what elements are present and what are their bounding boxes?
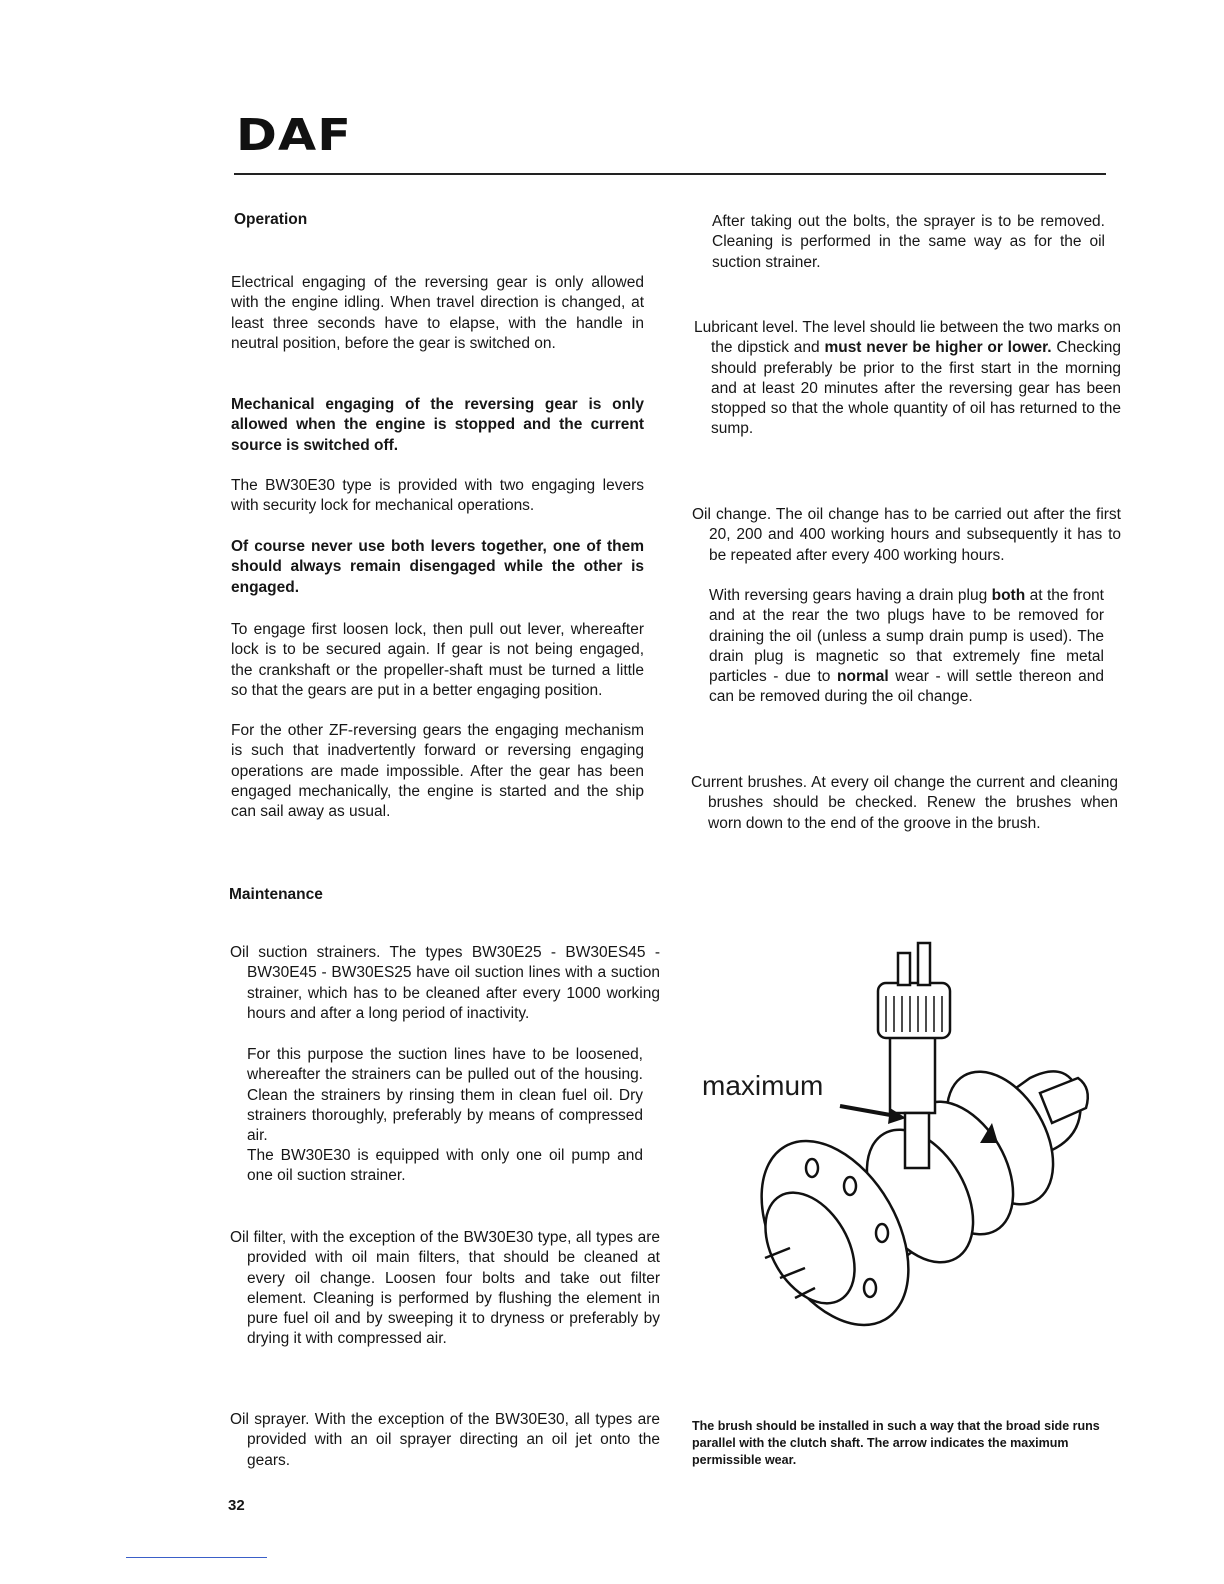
maintenance-heading: Maintenance xyxy=(229,886,323,903)
operation-paragraph-levers: The BW30E30 type is provided with two engaging levers with security lock for mechanical operations. xyxy=(231,477,644,515)
oil-change-paragraph: Oil change. The oil change has to be carried out after the first 20, 200 and 400 working hours and subsequently it has to be repeated after every 400 working hours. xyxy=(692,506,1121,564)
maintenance-oil-sprayer: Oil sprayer. With the exception of the BW30E30, all types are provided with an oil sprayer directing an oil jet onto the gears. xyxy=(230,1411,660,1469)
lubricant-text-bold: must never be higher or lower. xyxy=(824,339,1052,357)
brush-clutch-figure xyxy=(700,928,1100,1338)
header-rule xyxy=(234,173,1106,175)
maintenance-bw30e30-pump: The BW30E30 is equipped with only one oil pump and one oil suction strainer. xyxy=(247,1147,643,1185)
maintenance-suction-strainers: Oil suction strainers. The types BW30E25 - BW30ES45 - BW30E45 - BW30ES25 have oil suction lines with a suction strainer, which has to be cleaned after every 1000 working hours and after a long period of inactivity. xyxy=(230,944,660,1022)
operation-paragraph-electrical: Electrical engaging of the reversing gear is only allowed with the engine idling. When travel direction is changed, at least three seconds have to elapse, with the handle in neutral position, before the gear is switched on. xyxy=(231,274,644,352)
lubricant-level-paragraph xyxy=(694,318,1121,440)
operation-paragraph-zf-gears: For the other ZF-reversing gears the engaging mechanism is such that inadvertently forward or reversing engaging operations are made impossible. After the gear has been engaged mechanically, the engine is started and the ship can sail away as usual. xyxy=(231,722,644,821)
oil-change-drain-plugs xyxy=(692,586,1104,708)
figure-caption: The brush should be installed in such a way that the broad side runs parallel with the clutch shaft. The arrow indicates the maximum permissible wear. xyxy=(692,1419,1100,1467)
operation-heading: Operation xyxy=(234,211,308,228)
oil-text-3: wear - will settle thereon and can be removed during the oil change. xyxy=(709,668,1104,706)
lubricant-text-1: Lubricant level. The level should lie between the two marks on the dipstick and xyxy=(694,319,1121,357)
figure-label-maximum: maximum xyxy=(702,1070,824,1101)
maintenance-suction-procedure: For this purpose the suction lines have to be loosened, whereafter the strainers can be pulled out of the housing. Clean the strainers by rinsing them in clean fuel oil. Dry strainers thoroughly, preferably by means of compressed air. xyxy=(247,1046,643,1145)
sprayer-continued: After taking out the bolts, the sprayer is to be removed. Cleaning is performed in the same way as for the oil suction strainer. xyxy=(712,213,1105,271)
maintenance-oil-filter: Oil filter, with the exception of the BW30E30 type, all types are provided with oil main filters, that should be cleaned at every oil change. Loosen four bolts and take out filter element. Cleaning is performed by flushing the element in pure fuel oil and by sweeping it to dryness or preferably by drying it with compressed air. xyxy=(230,1229,660,1348)
oil-text-2: at the front and at the rear the two plugs have to be removed for draining the oil (unless a sump drain pump is used). The drain plug is magnetic so that extremely fine metal particles - due to xyxy=(709,587,1104,686)
lubricant-text-2: Checking should preferably be prior to the first start in the morning and at least 20 minutes after the reversing gear has been stopped so that the whole quantity of oil has returned to the sump. xyxy=(711,339,1122,438)
page-number: 32 xyxy=(228,1497,245,1514)
footer-line xyxy=(126,1557,267,1558)
oil-text-bold-normal: normal xyxy=(837,668,889,686)
operation-paragraph-mechanical: Mechanical engaging of the reversing gear is only allowed when the engine is stopped and the current source is switched off. xyxy=(231,396,644,454)
oil-text-bold-both: both xyxy=(991,587,1026,604)
current-brushes-paragraph: Current brushes. At every oil change the current and cleaning brushes should be checked. Renew the brushes when worn down to the end of the groove in the brush. xyxy=(691,774,1118,832)
operation-paragraph-engage: To engage first loosen lock, then pull out lever, whereafter lock is to be secured again. If gear is not being engaged, the crankshaft or the propeller-shaft must be turned a little so that the gears are put in a better engaging position. xyxy=(231,621,644,699)
brand-logo: DAF xyxy=(236,110,353,161)
oil-text-1: With reversing gears having a drain plug xyxy=(709,587,992,604)
operation-paragraph-warning: Of course never use both levers together, one of them should always remain disengaged while the other is engaged. xyxy=(231,538,644,596)
